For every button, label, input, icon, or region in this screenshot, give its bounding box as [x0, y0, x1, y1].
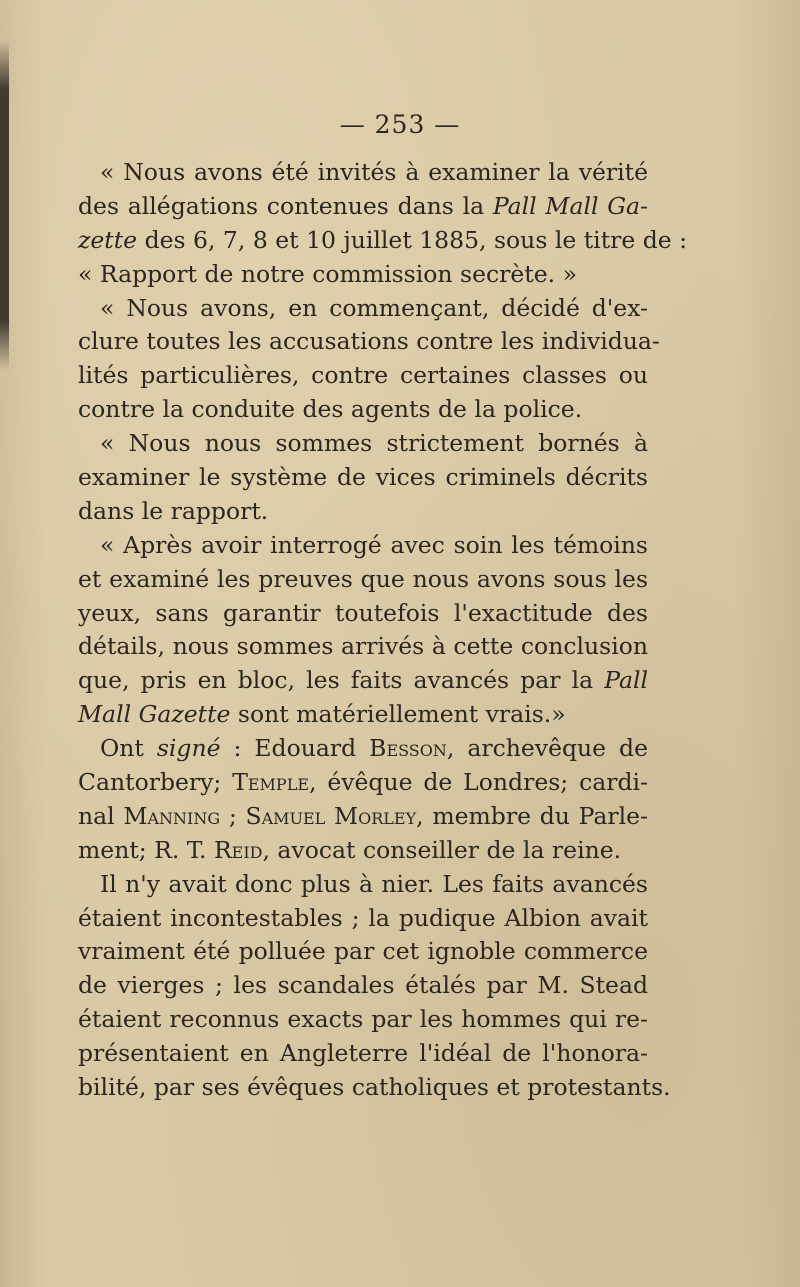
- text-segment: Ont: [100, 734, 157, 763]
- text-segment: « Nous avons, en commençant, décidé d'ex-: [100, 293, 648, 322]
- text-segment: présentaient en Angleterre l'idéal de l'honora-: [78, 1039, 648, 1068]
- page-binding-edge: [0, 40, 9, 370]
- text-line: [78, 359, 648, 393]
- text-segment: Pall Mall Ga-: [492, 191, 648, 220]
- text-segment: lités particulières, contre certaines classes ou: [78, 361, 648, 390]
- text-segment: Cantorbery;: [78, 768, 233, 797]
- text-line: [78, 1037, 648, 1071]
- text-segment: yeux, sans garantir toutefois l'exactitude des: [78, 598, 648, 627]
- text-segment: Manning: [123, 801, 221, 830]
- text-line: [78, 224, 688, 258]
- text-line: [78, 1071, 671, 1105]
- text-line: [78, 529, 648, 563]
- text-segment: « Nous nous sommes strictement bornés à: [100, 429, 648, 458]
- text-line: [78, 935, 648, 969]
- text-segment: de vierges ; les scandales étalés par M. Stead: [78, 971, 648, 1000]
- text-line: [78, 461, 648, 495]
- text-line: [78, 427, 648, 461]
- text-line: [78, 800, 648, 834]
- text-segment: « Rapport de notre commission secrète. »: [78, 259, 577, 288]
- text-line: [78, 258, 648, 292]
- text-segment: Samuel Morley: [245, 801, 417, 830]
- body-text: [78, 156, 688, 1105]
- text-segment: ;: [220, 801, 246, 830]
- text-line: [78, 393, 648, 427]
- text-segment: clure toutes les accusations contre les individua-: [78, 327, 660, 356]
- text-segment: bilité, par ses évêques catholiques et protestants.: [78, 1073, 671, 1102]
- text-line: [78, 630, 648, 664]
- text-line: [78, 868, 648, 902]
- text-segment: détails, nous sommes arrivés à cette conclusion: [78, 632, 648, 661]
- text-segment: « Nous avons été invités à examiner la vérité: [100, 158, 648, 186]
- text-segment: Pall: [604, 666, 648, 695]
- text-segment: zette: [78, 225, 138, 254]
- text-line: [78, 325, 660, 359]
- text-line: [78, 190, 648, 224]
- text-segment: « Après avoir interrogé avec soin les témoins: [100, 530, 648, 559]
- text-segment: étaient reconnus exacts par les hommes qui re-: [78, 1005, 648, 1034]
- text-segment: dans le rapport.: [78, 496, 269, 525]
- text-line: [78, 597, 648, 631]
- text-segment: signé: [156, 734, 221, 763]
- text-segment: , évêque de Londres; cardi-: [309, 768, 648, 797]
- text-segment: des 6, 7, 8 et 10 juillet 1885, sous le titre de :: [137, 225, 688, 254]
- text-segment: Besson: [369, 734, 447, 763]
- text-line: [78, 698, 648, 732]
- text-segment: des allégations contenues dans la: [78, 191, 493, 220]
- text-segment: étaient incontestables ; la pudique Albion avait: [78, 903, 648, 932]
- text-segment: : Edouard: [220, 734, 370, 763]
- text-segment: et examiné les preuves que nous avons sous les: [78, 564, 648, 593]
- text-line: [78, 1003, 648, 1037]
- text-line: [78, 732, 648, 766]
- text-line: [78, 664, 648, 698]
- text-segment: sont matériellement vrais.»: [230, 700, 566, 729]
- text-segment: Temple: [232, 768, 309, 797]
- text-segment: Il n'y avait donc plus à nier. Les faits avancés: [100, 869, 648, 898]
- text-line: [78, 766, 648, 800]
- page-number: — 253 —: [339, 110, 461, 139]
- text-line: [78, 969, 648, 1003]
- text-segment: ment; R. T.: [78, 835, 214, 864]
- text-line: [78, 292, 648, 326]
- text-line: [78, 834, 648, 868]
- text-segment: , avocat conseiller de la reine.: [262, 835, 622, 864]
- text-segment: Reid: [213, 835, 263, 864]
- text-segment: , membre du Parle-: [416, 801, 648, 830]
- text-segment: nal: [78, 801, 124, 830]
- text-segment: , archevêque de: [446, 734, 648, 763]
- text-line: [78, 495, 648, 529]
- text-segment: vraiment été polluée par cet ignoble commerce: [78, 937, 648, 966]
- text-segment: examiner le système de vices criminels décrits: [78, 463, 648, 492]
- text-segment: que, pris en bloc, les faits avancés par la: [78, 666, 605, 695]
- text-segment: Mall Gazette: [78, 700, 231, 729]
- text-line: [78, 563, 648, 597]
- text-line: [78, 902, 648, 936]
- text-line: [78, 156, 648, 190]
- text-segment: contre la conduite des agents de la police.: [78, 395, 583, 424]
